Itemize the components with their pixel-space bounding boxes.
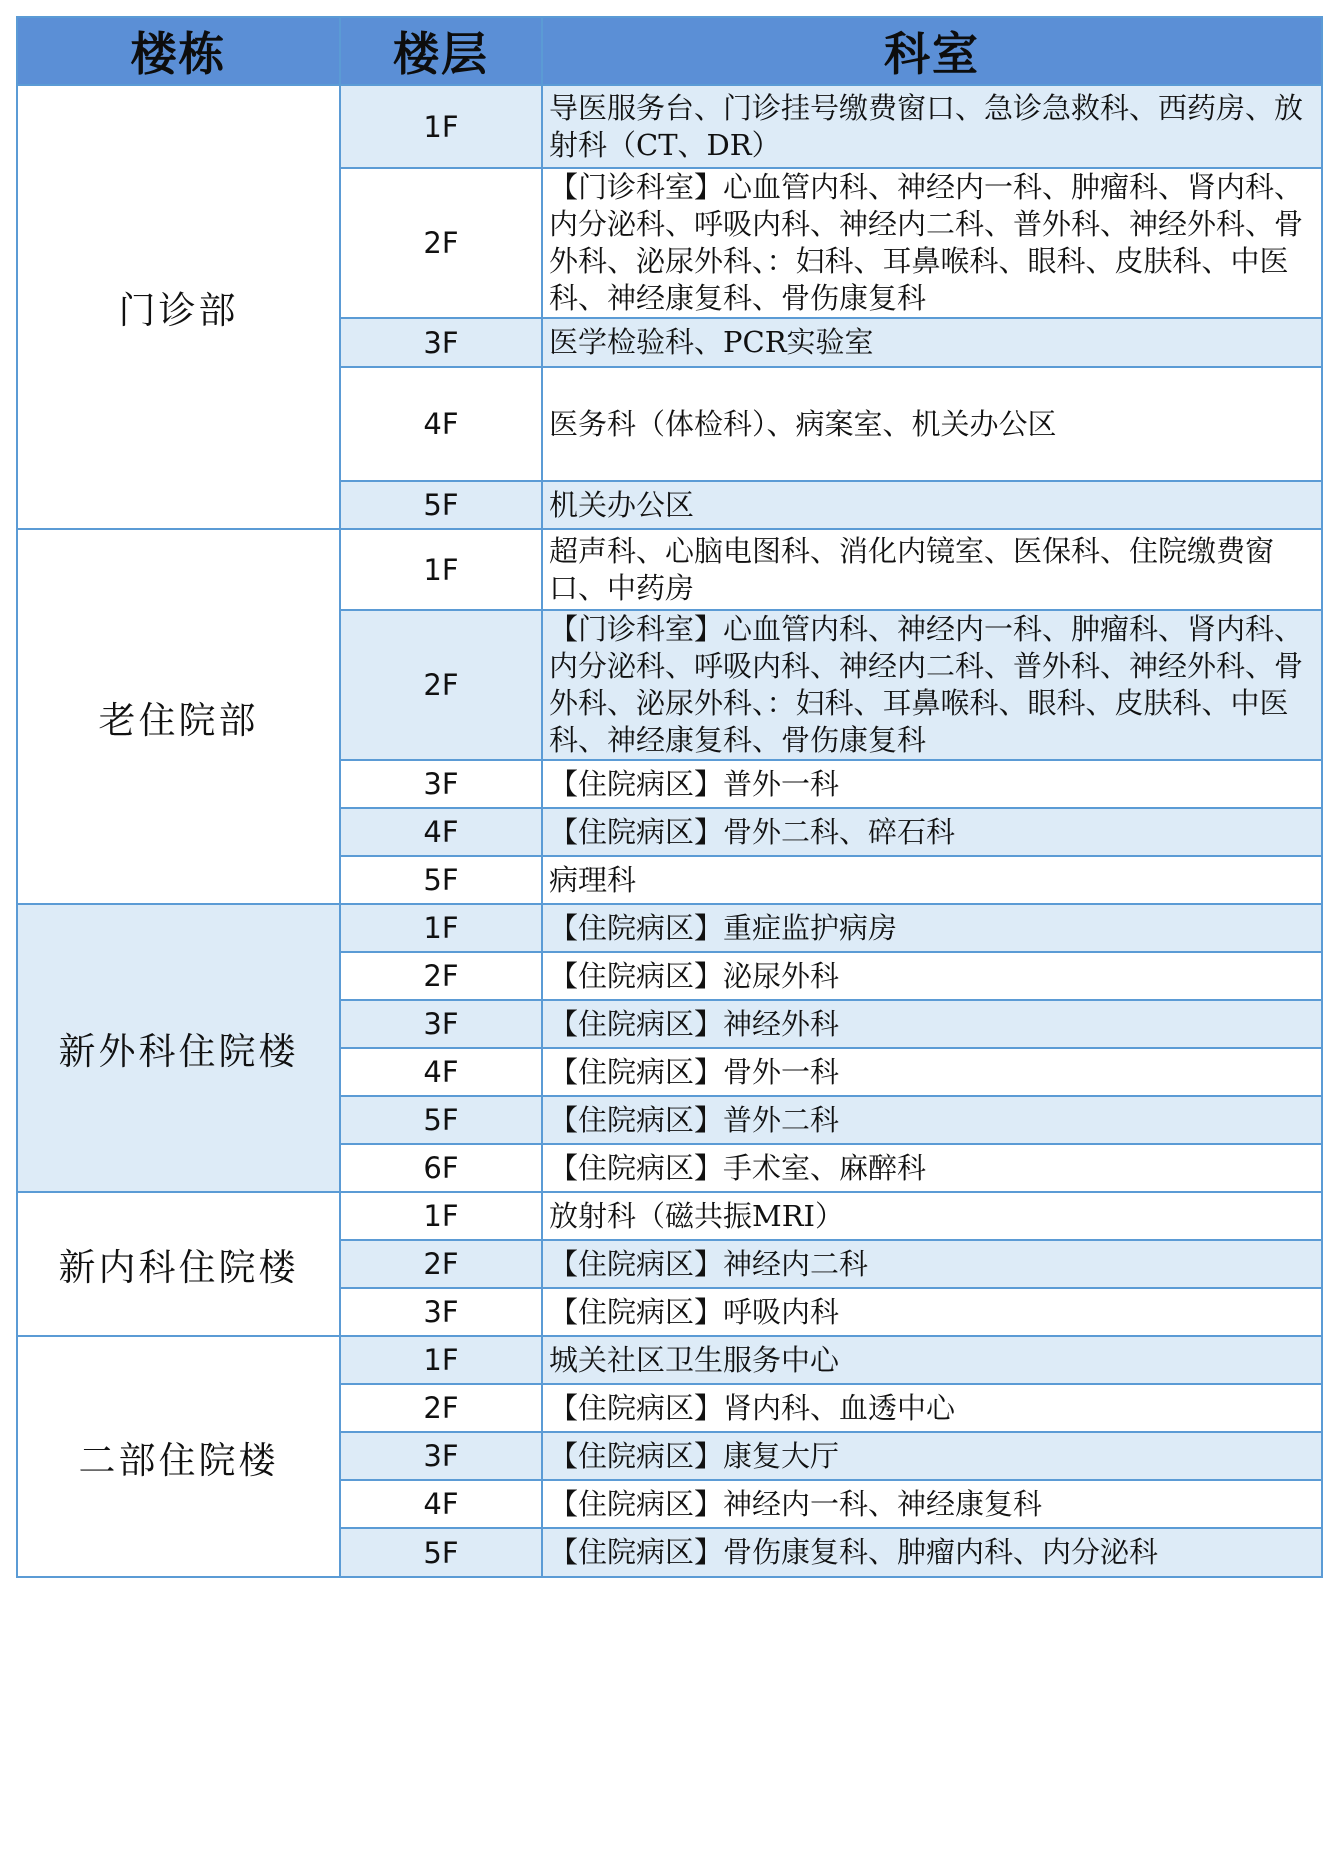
department-cell: 放射科（磁共振MRI） (542, 1192, 1322, 1240)
department-cell: 【门诊科室】心血管内科、神经内一科、肿瘤科、肾内科、内分泌科、呼吸内科、神经内二科、普外科、神经外科、骨外科、泌尿外科、：妇科、耳鼻喉科、眼科、皮肤科、中医科、神经康复科、骨伤康复科 (542, 168, 1322, 318)
floor-cell: 1F (340, 85, 542, 168)
department-cell: 【住院病区】骨外二科、碎石科 (542, 808, 1322, 856)
department-cell: 【住院病区】手术室、麻醉科 (542, 1144, 1322, 1192)
floor-cell: 4F (340, 367, 542, 481)
floor-cell: 4F (340, 1048, 542, 1096)
building-cell: 新外科住院楼 (17, 904, 340, 1192)
floor-cell: 5F (340, 1528, 542, 1577)
department-cell: 【住院病区】神经外科 (542, 1000, 1322, 1048)
header-row (17, 17, 1322, 85)
floor-cell: 1F (340, 904, 542, 952)
department-cell: 机关办公区 (542, 481, 1322, 529)
department-cell: 超声科、心脑电图科、消化内镜室、医保科、住院缴费窗口、中药房 (542, 529, 1322, 610)
floor-cell: 4F (340, 1480, 542, 1528)
floor-cell: 5F (340, 481, 542, 529)
floor-cell: 2F (340, 168, 542, 318)
department-cell: 【住院病区】骨伤康复科、肿瘤内科、内分泌科 (542, 1528, 1322, 1577)
floor-cell: 4F (340, 808, 542, 856)
floor-cell: 3F (340, 760, 542, 808)
building-cell: 门诊部 (17, 85, 340, 529)
floor-cell: 3F (340, 1000, 542, 1048)
building-cell: 老住院部 (17, 529, 340, 904)
department-cell: 【住院病区】康复大厅 (542, 1432, 1322, 1480)
department-cell: 【住院病区】肾内科、血透中心 (542, 1384, 1322, 1432)
floor-cell: 5F (340, 1096, 542, 1144)
floor-cell: 2F (340, 1384, 542, 1432)
header-building: 楼栋 (17, 17, 340, 85)
header-floor: 楼层 (340, 17, 542, 85)
table-row (17, 85, 1322, 168)
table-row (17, 529, 1322, 610)
department-cell: 【住院病区】泌尿外科 (542, 952, 1322, 1000)
building-cell: 二部住院楼 (17, 1336, 340, 1577)
table-row (17, 1336, 1322, 1384)
department-cell: 导医服务台、门诊挂号缴费窗口、急诊急救科、西药房、放射科（CT、DR） (542, 85, 1322, 168)
table-row (17, 1192, 1322, 1240)
floor-cell: 2F (340, 610, 542, 760)
header-dept: 科室 (542, 17, 1322, 85)
department-cell: 【住院病区】普外二科 (542, 1096, 1322, 1144)
department-cell: 城关社区卫生服务中心 (542, 1336, 1322, 1384)
floor-cell: 3F (340, 1288, 542, 1336)
floor-cell: 3F (340, 1432, 542, 1480)
floor-directory-table (16, 16, 1323, 1578)
department-cell: 【住院病区】骨外一科 (542, 1048, 1322, 1096)
department-cell: 【住院病区】呼吸内科 (542, 1288, 1322, 1336)
floor-cell: 6F (340, 1144, 542, 1192)
department-cell: 病理科 (542, 856, 1322, 904)
floor-cell: 2F (340, 952, 542, 1000)
table-row (17, 904, 1322, 952)
floor-cell: 1F (340, 1192, 542, 1240)
floor-cell: 1F (340, 1336, 542, 1384)
department-cell: 【住院病区】神经内一科、神经康复科 (542, 1480, 1322, 1528)
table-body (17, 85, 1322, 1577)
building-cell: 新内科住院楼 (17, 1192, 340, 1336)
floor-cell: 2F (340, 1240, 542, 1288)
department-cell: 【住院病区】神经内二科 (542, 1240, 1322, 1288)
department-cell: 【住院病区】普外一科 (542, 760, 1322, 808)
department-cell: 医务科（体检科）、病案室、机关办公区 (542, 367, 1322, 481)
floor-cell: 5F (340, 856, 542, 904)
floor-cell: 3F (340, 318, 542, 367)
floor-cell: 1F (340, 529, 542, 610)
department-cell: 【门诊科室】心血管内科、神经内一科、肿瘤科、肾内科、内分泌科、呼吸内科、神经内二科、普外科、神经外科、骨外科、泌尿外科、：妇科、耳鼻喉科、眼科、皮肤科、中医科、神经康复科、骨伤康复科 (542, 610, 1322, 760)
department-cell: 【住院病区】重症监护病房 (542, 904, 1322, 952)
department-cell: 医学检验科、PCR实验室 (542, 318, 1322, 367)
